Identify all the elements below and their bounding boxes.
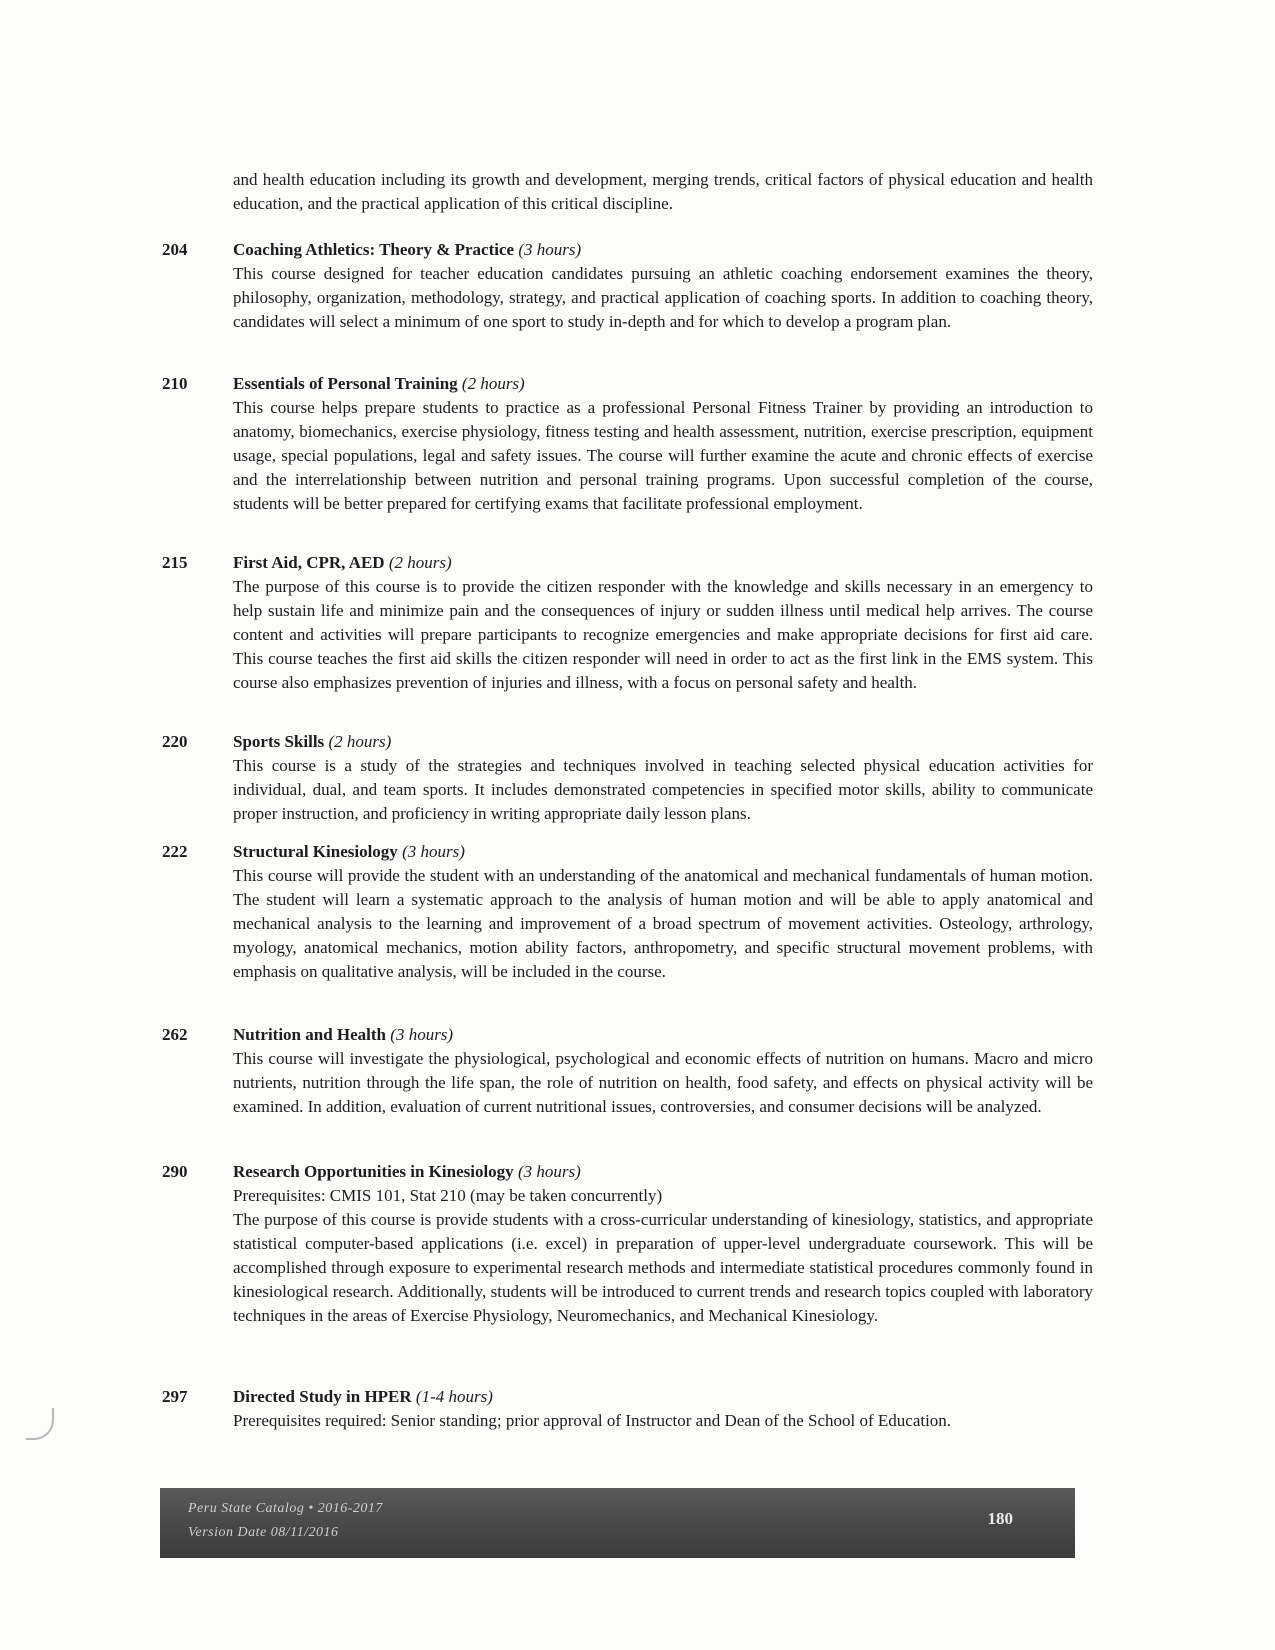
course-body [233,1023,1093,1119]
course-heading [233,730,1093,754]
course-title: Coaching Athletics: Theory & Practice [233,240,515,259]
course-title: Research Opportunities in Kinesiology [233,1162,514,1181]
course-hours: (3 hours) [517,1162,581,1181]
course-heading [233,1160,1093,1184]
page-number: 180 [987,1509,1013,1528]
course-body [233,372,1093,516]
course-title: First Aid, CPR, AED [233,553,385,572]
course-number: 210 [162,374,188,393]
course-title: Structural Kinesiology [233,842,398,861]
course-hours: (3 hours) [390,1025,454,1044]
course-heading [233,840,1093,864]
course-number: 222 [162,842,188,861]
course-hours: (2 hours) [388,553,452,572]
course-hours: (2 hours) [328,732,392,751]
course-hours: (2 hours) [461,374,525,393]
footer-catalog-title: Peru State Catalog • 2016-2017 [188,1501,383,1516]
course-title: Sports Skills [233,732,325,751]
course-number: 297 [162,1387,188,1406]
course-number: 204 [162,240,188,259]
course-number: 262 [162,1025,188,1044]
course-number: 220 [162,732,188,751]
course-hours: (1-4 hours) [415,1387,493,1406]
course-heading [233,372,1093,396]
course-description: This course helps prepare students to practice as a professional Personal Fitness Trainer by providing an introduction to anatomy, biomechanics, exercise physiology, fitness testing and health assessment, nutrition, exercise prescription, equipment usage, special populations, legal and safety issues. The course will further examine the acute and chronic effects of exercise and the interrelationship between nutrition and personal training programs. Upon successful completion of the course, students will be better prepared for certifying exams that facilitate professional employment. [233,398,1093,513]
course-description: This course is a study of the strategies and techniques involved in teaching selected physical education activities for individual, dual, and team sports. It includes demonstrated competencies in specified motor skills, ability to communicate proper instruction, and proficiency in writing appropriate daily lesson plans. [233,756,1093,823]
course-heading [233,1385,1093,1409]
course-body [233,238,1093,334]
course-heading [233,238,1093,262]
course-description: This course will investigate the physiological, psychological and economic effects of nutrition on humans. Macro and micro nutrients, nutrition through the life span, the role of nutrition on health, food safety, and effects on physical activity will be examined. In addition, evaluation of current nutritional issues, controversies, and consumer decisions will be analyzed. [233,1049,1093,1116]
course-heading [233,551,1093,575]
course-prerequisites: Prerequisites required: Senior standing; prior approval of Instructor and Dean of the School of Education. [233,1411,952,1430]
course-title: Essentials of Personal Training [233,374,458,393]
course-description: This course designed for teacher education candidates pursuing an athletic coaching endorsement examines the theory, philosophy, organization, methodology, strategy, and practical application of coaching sports. In addition to coaching theory, candidates will select a minimum of one sport to study in-depth and for which to develop a program plan. [233,264,1093,331]
course-hours: (3 hours) [402,842,465,861]
course-body [233,551,1093,695]
intro-paragraph: and health education including its growth and development, merging trends, critical factors of physical education and health education, and the practical application of this critical discipline. [233,170,1093,213]
page-footer [160,1488,1075,1558]
course-body [233,730,1093,826]
course-prerequisites: Prerequisites: CMIS 101, Stat 210 (may be taken concurrently) [233,1186,663,1205]
course-description: The purpose of this course is provide students with a cross-curricular understanding of kinesiology, statistics, and appropriate statistical computer-based applications (i.e. excel) in preparation of upper-level undergraduate coursework. This will be accomplished through exposure to experimental research methods and intermediate statistical procedures commonly found in kinesiological research. Additionally, students will be introduced to current trends and research topics coupled with laboratory techniques in the areas of Exercise Physiology, Neuromechanics, and Mechanical Kinesiology. [233,1210,1093,1325]
course-body [233,840,1093,984]
footer-version-date: Version Date 08/11/2016 [188,1525,339,1540]
course-heading [233,1023,1093,1047]
course-number: 215 [162,553,188,572]
scan-margin-mark [26,1408,54,1440]
course-body [233,1160,1093,1328]
course-title: Directed Study in HPER [233,1387,412,1406]
course-title: Nutrition and Health [233,1025,387,1044]
course-number: 290 [162,1162,188,1181]
course-body [233,1385,1093,1433]
course-description: The purpose of this course is to provide the citizen responder with the knowledge and skills necessary in an emergency to help sustain life and minimize pain and the consequences of injury or sudden illness until medical help arrives. The course content and activities will prepare participants to recognize emergencies and make appropriate decisions for first aid care. This course teaches the first aid skills the citizen responder will need in order to act as the first link in the EMS system. This course also emphasizes prevention of injuries and illness, with a focus on personal safety and health. [233,577,1093,692]
course-hours: (3 hours) [518,240,582,259]
course-description: This course will provide the student with an understanding of the anatomical and mechanical fundamentals of human motion. The student will learn a systematic approach to the analysis of human motion and will be able to apply anatomical and mechanical analysis to the learning and improvement of a broad spectrum of movement activities. Osteology, arthrology, myology, anatomical mechanics, motion ability factors, anthropometry, and specific structural movement problems, with emphasis on qualitative analysis, will be included in the course. [233,866,1093,981]
